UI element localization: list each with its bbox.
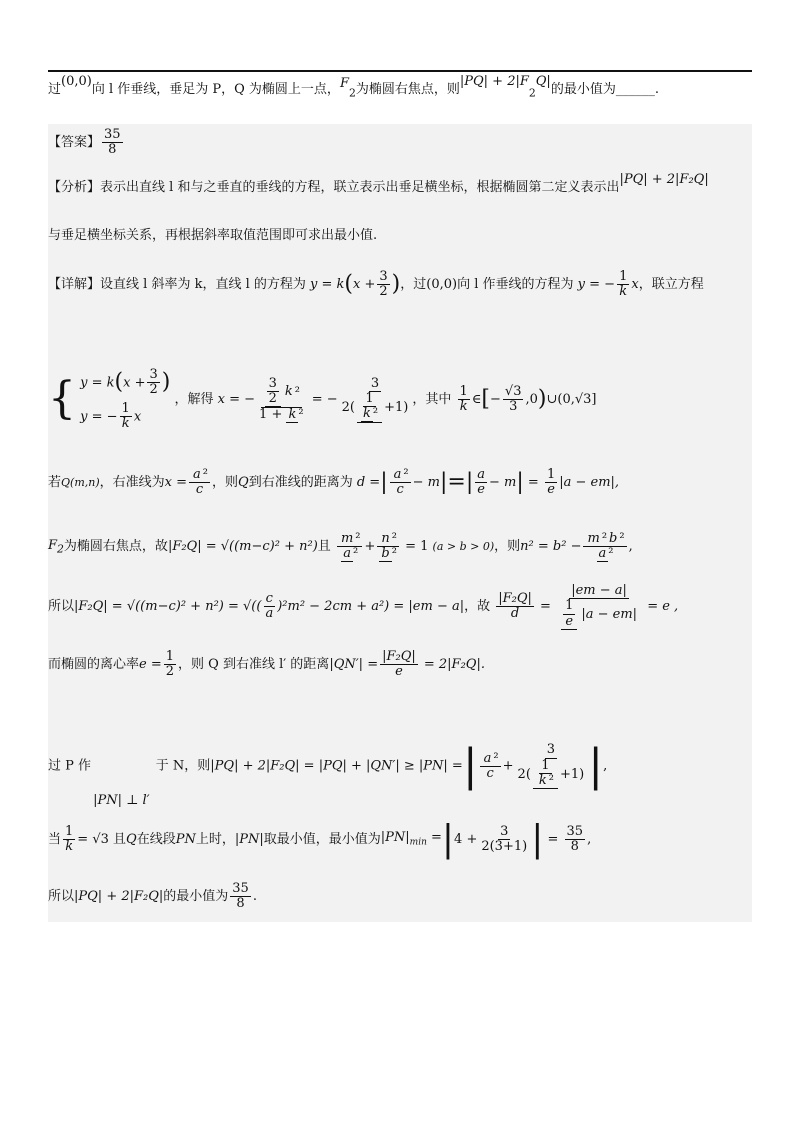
detail-line-9: 所以|PQ| + 2|F₂Q|的最小值为 $\frac{35}{8}$ . (48, 881, 257, 912)
detail-line-3: 若Q(m,n)，右准线为x = $\frac{\text{a ²}}{c}$ ，则Q到右准线的距离为 d =| $\frac{\text{a ²}}{c}$ − m|=| $\frac{a}{e}$ − m| = $\frac{1}{e}$ |a − em|, (48, 467, 620, 498)
detail-line-6: 而椭圆的离心率e = $\frac{1}{2}$ ，则 Q 到右准线 l′ 的距离|QN′| = $\frac{\text{|F₂Q|}}{e}$ = 2|F₂Q|. (48, 649, 485, 680)
detail-line-1: 【详解】设直线 l 斜率为 k，直线 l 的方程为 y = k(x + $\frac{3}{2}$ )，过(0,0)向 l 作垂线的方程为 y = − $\frac{1}{k}$ x，联立方程 (48, 269, 704, 300)
answer-line: 【答案】 $\frac{35}{8}$ (48, 127, 121, 158)
question-line: 过(0,0)向 l 作垂线，垂足为 P，Q 为椭圆上一点，$F_2$为椭圆右焦点，则$|PQ| + 2|F_2Q|$的最小值为______. (48, 74, 659, 100)
detail-line-4: $F_2$为椭圆右焦点，故|F₂Q| = √((m−c)² + n²)且 $\frac{\text{m ²}}{\text{a ²}}$ + $\frac{\text{n ²}}{\text{b ²}}$ = 1 (a > b > 0)，则n² = b² − $\frac{\text{m ² b ²}}{\text{a ²}}$ , (48, 531, 633, 562)
solution-background (48, 124, 752, 922)
detail-line-5: 所以|F₂Q| = √((m−c)² + n²) = √(( $\frac{c}{a}$ )²m² − 2cm + a²) = |em − a|，故 $\frac{\text{|F₂Q|}}{d}$ = |em − a| $\frac{1}{e}$ |a − em| = e , (48, 583, 679, 629)
detail-line-2: { y = k(x + $\frac{3}{2}$ ) y = − $\frac{1}{k}$ x ，解得 x = − $\frac{3}{2}$ k ² 1 + k ² = − 3 2( $\frac{1}{\text{k ²}}$ +1) ，其中 $\frac{1}{k}$ ∈[− $\frac{√3}{3}$ ,0)∪(0,√3] (48, 367, 597, 431)
top-rule (48, 70, 752, 72)
detail-line-8: 当 $\frac{1}{k}$ = √3 且Q在线段PN上时，|PN|取最小值，最小值为$|PN|_{min} =|4$ + $\frac{3}{2(3+1)}$ | = $\frac{35}{8}$ , (48, 819, 592, 860)
analysis-line-1: 【分析】表示出直线 l 和与之垂直的垂线的方程，联立表示出垂足横坐标，根据椭圆第二定义表示出|PQ| + 2|F₂Q| (48, 172, 709, 195)
detail-line-7: 过 P 作 |PN| ⊥ l′ 于 N，则|PQ| + 2|F₂Q| = |PQ| + |QN′| ≥ |PN| =| $\frac{\text{a ²}}{c}$ + 3 2( $\frac{1}{\text{k ²}}$ +1) |, (48, 740, 608, 808)
answer-fraction: $\frac{35}{8}$ (104, 127, 121, 158)
analysis-line-2: 与垂足横坐标关系，再根据斜率取值范围即可求出最小值. (48, 228, 378, 243)
